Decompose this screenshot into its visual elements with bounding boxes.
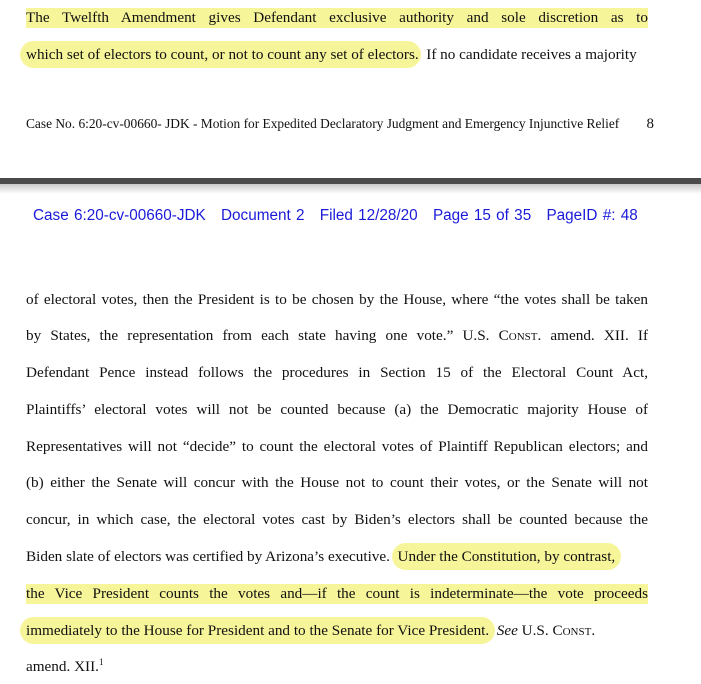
- body-line-7: concur, in which case, the electoral votes cast by Biden’s electors shall be counted because the: [26, 511, 648, 528]
- highlight: which set of electors to count, or not to count any set of electors: [20, 41, 421, 68]
- body-line-4: Plaintiffs’ electoral votes will not be counted because (a) the Democratic majority House of: [26, 401, 648, 418]
- prev-page-line-2: which set of electors to count, or not to count any set of electors. If no candidate receives a majority: [26, 45, 648, 65]
- body-line-1: of electoral votes, then the President is to be chosen by the House, where “the votes shall be taken: [26, 291, 648, 308]
- footnote-reference: 1: [98, 656, 104, 667]
- body-line-8: Biden slate of electors was certified by Arizona’s executive. Under the Constitution, by contrast,: [26, 547, 648, 567]
- highlight: the Vice President counts the votes and—if the count is indeterminate—the vote proceeds: [26, 584, 648, 604]
- body-line-10: immediately to the House for President and to the Senate for Vice President. See U.S. Const.: [26, 621, 648, 641]
- prev-page-line-1: [26, 8, 648, 28]
- page-number: 8: [646, 116, 654, 132]
- body-line-3: Defendant Pence instead follows the procedures in Section 15 of the Electoral Count Act,: [26, 364, 648, 381]
- highlight: Under the Constitution, by contrast,: [392, 543, 622, 570]
- ecf-page: Page 15 of 35: [432, 207, 532, 224]
- page-footer: [26, 115, 654, 133]
- body-line-2: by States, the representation from each state having one vote.” U.S. Const. amend. XII. If: [26, 327, 648, 344]
- highlight: The Twelfth Amendment gives Defendant exclusive authority and sole discretion as to: [26, 8, 648, 28]
- ecf-document: Document 2: [221, 207, 305, 224]
- body-line-6: (b) either the Senate will concur with the House not to count their votes, or the Senate will not: [26, 474, 648, 491]
- ecf-header: [33, 207, 648, 225]
- highlight: immediately to the House for President and to the Senate for Vice President.: [20, 617, 495, 644]
- ecf-case: Case 6:20-cv-00660-JDK: [33, 207, 206, 224]
- body-line-9: [26, 584, 648, 604]
- body-line-11: amend. XII.$^1$: [26, 656, 104, 675]
- page-divider-shadow: [0, 184, 701, 194]
- ecf-pageid: PageID #: 48: [546, 207, 638, 224]
- body-line-5: Representatives will not “decide” to count the electoral votes of Plaintiff Republican electors; and: [26, 438, 648, 455]
- footer-case-caption: Case No. 6:20-cv-00660- JDK - Motion for Expedited Declaratory Judgment and Emergency Injunctive Relief: [26, 116, 620, 131]
- ecf-filed: Filed 12/28/20: [319, 207, 418, 224]
